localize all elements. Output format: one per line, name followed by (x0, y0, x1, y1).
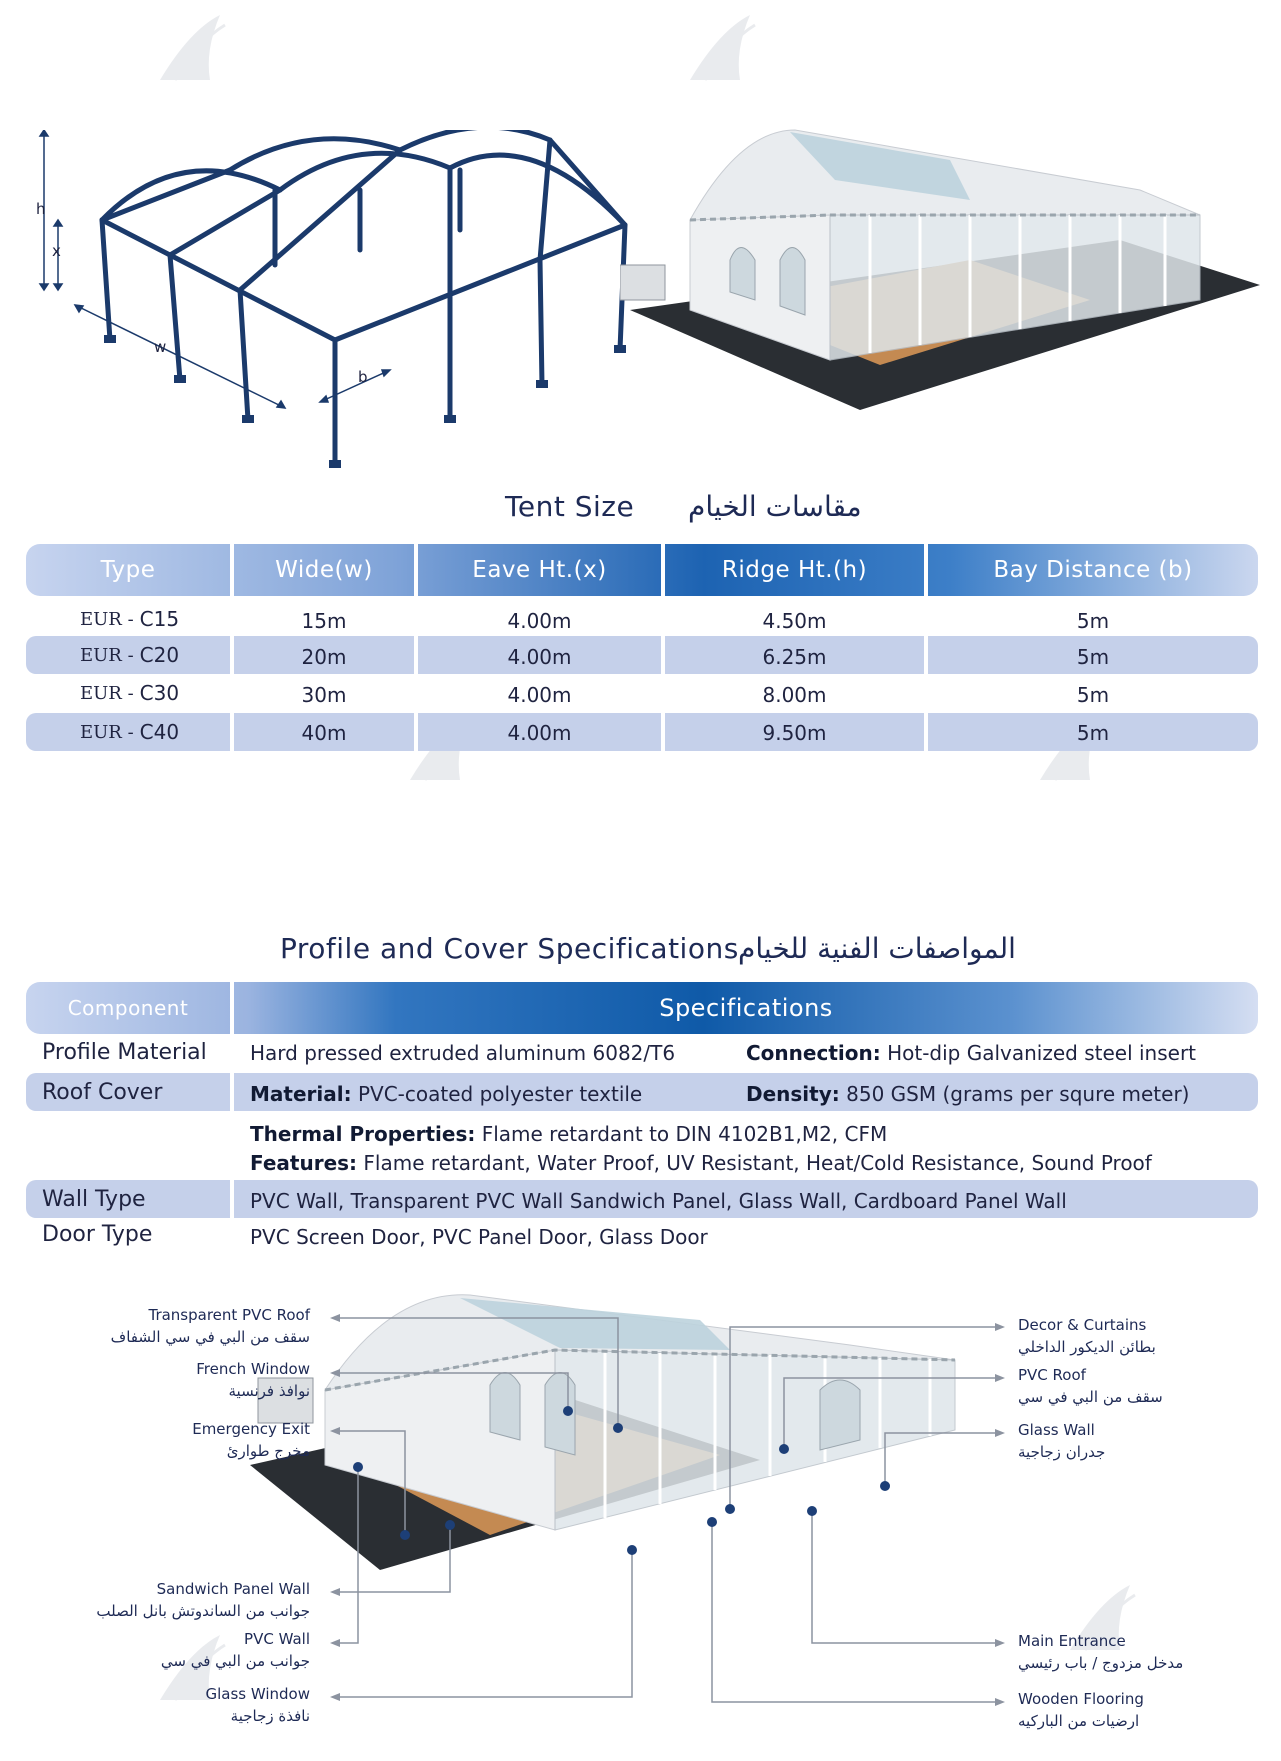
eave-cell: 4.00m (507, 645, 572, 669)
eave-cell: 4.00m (507, 609, 572, 633)
material-label: Material: (250, 1082, 352, 1106)
callout-label: French Window (196, 1360, 310, 1378)
callout-label: Transparent PVC Roof (148, 1306, 310, 1324)
bay-cell: 5m (1076, 683, 1110, 707)
row-separator (230, 1180, 234, 1218)
callout-french-window (196, 1358, 310, 1402)
watermark (150, 10, 280, 120)
eave-cell: 4.00m (507, 721, 572, 745)
callout-glass-wall (1018, 1419, 1105, 1463)
header-bay: Bay Distance (b) (993, 557, 1193, 583)
component-label: Profile Material (42, 1040, 207, 1065)
callout-label: Wooden Flooring (1018, 1690, 1144, 1708)
density-value: 850 GSM (grams per squre meter) (846, 1082, 1190, 1106)
callout-transparent-pvc-roof (111, 1304, 310, 1348)
callout-emergency-exit (192, 1418, 310, 1462)
type-code: C40 (139, 720, 180, 744)
tent-size-title-ar: مقاسات الخيام (688, 490, 862, 523)
wide-cell: 40m (301, 721, 347, 745)
row-separator (230, 1073, 234, 1111)
specs-title: Profile and Cover Specifications (280, 932, 739, 965)
callout-wooden-flooring (1018, 1688, 1144, 1732)
callout-label: Main Entrance (1018, 1632, 1126, 1650)
tent-render-top (620, 120, 1260, 410)
type-prefix: EUR - (80, 644, 134, 666)
tent-size-title: Tent Size (505, 490, 635, 523)
callout-label-ar: مدخل مزدوج / باب رئيسي (1018, 1654, 1184, 1672)
component-label: Door Type (42, 1222, 153, 1247)
callout-label: Sandwich Panel Wall (156, 1580, 310, 1598)
density-label: Density: (746, 1082, 840, 1106)
width-label: w (154, 338, 167, 356)
watermark-logo-icon (680, 10, 810, 120)
watermark (680, 10, 810, 120)
callout-glass-window (205, 1683, 310, 1727)
eave-label: x (52, 242, 61, 260)
height-label: h (36, 200, 46, 218)
type-cell (80, 674, 179, 712)
thermal-label: Thermal Properties: (250, 1122, 476, 1146)
callout-label-ar: ارضيات من الباركيه (1018, 1712, 1140, 1730)
callout-pvc-wall (161, 1628, 310, 1672)
callout-label-ar: سقف من البي في سي (1018, 1388, 1163, 1406)
connection-value: Hot-dip Galvanized steel insert (887, 1041, 1197, 1065)
header-wide: Wide(w) (275, 557, 373, 583)
ridge-cell: 8.00m (762, 683, 827, 707)
callout-label-ar: مخرج طوارئ (226, 1442, 310, 1460)
header-specifications: Specifications (659, 994, 833, 1022)
callout-label-ar: جوانب من البي في سي (160, 1652, 310, 1670)
connection-label: Connection: (746, 1041, 881, 1065)
type-cell (80, 600, 179, 638)
wide-cell: 20m (301, 645, 347, 669)
bay-cell: 5m (1076, 609, 1110, 633)
bay-cell: 5m (1076, 721, 1110, 745)
type-prefix: EUR - (80, 608, 134, 630)
ridge-cell: 4.50m (762, 609, 827, 633)
wall-type-value: PVC Wall, Transparent PVC Wall Sandwich Panel, Glass Wall, Cardboard Panel Wall (250, 1189, 1067, 1213)
callout-label-ar: جوانب من الساندوتش بانل الصلب (96, 1602, 310, 1620)
callout-pvc-roof (1018, 1364, 1163, 1408)
features-value: Flame retardant, Water Proof, UV Resistant, Heat/Cold Resistance, Sound Proof (363, 1151, 1152, 1175)
callout-label: PVC Roof (1018, 1366, 1086, 1384)
callout-label: PVC Wall (244, 1630, 310, 1648)
callout-label-ar: بطائن الديكور الداخلي (1018, 1338, 1156, 1356)
ridge-cell: 9.50m (762, 721, 827, 745)
header-type: Type (100, 557, 156, 583)
component-label: Wall Type (42, 1187, 146, 1212)
type-code: C20 (139, 643, 180, 667)
door-type-value: PVC Screen Door, PVC Panel Door, Glass Door (250, 1225, 708, 1249)
wide-cell: 30m (301, 683, 347, 707)
callout-decor-curtains (1018, 1314, 1156, 1358)
features-label: Features: (250, 1151, 358, 1175)
thermal-value: Flame retardant to DIN 4102B1,M2, CFM (481, 1122, 888, 1146)
bay-cell: 5m (1076, 645, 1110, 669)
type-prefix: EUR - (80, 721, 134, 743)
callout-main-entrance (1018, 1630, 1183, 1674)
ridge-cell: 6.25m (762, 645, 827, 669)
callout-label: Emergency Exit (192, 1420, 310, 1438)
header-ridge: Ridge Ht.(h) (721, 557, 868, 583)
material-value: PVC-coated polyester textile (357, 1082, 643, 1106)
callout-label-ar: نافذة زجاجية (230, 1707, 310, 1725)
annotated-tent-diagram (0, 1290, 1281, 1761)
component-label: Roof Cover (42, 1080, 163, 1105)
specs-title-ar: المواصفات الفنية للخيام (738, 932, 1016, 965)
type-prefix: EUR - (80, 682, 134, 704)
callout-label: Decor & Curtains (1018, 1316, 1147, 1334)
type-cell (80, 713, 179, 751)
callout-label-ar: نوافذ فرنسية (228, 1382, 310, 1400)
callout-label: Glass Wall (1018, 1421, 1095, 1439)
wide-cell: 15m (301, 609, 347, 633)
bay-label: b (358, 368, 368, 386)
callout-label-ar: جدران زجاجية (1018, 1443, 1106, 1461)
header-eave: Eave Ht.(x) (472, 557, 607, 583)
header-component: Component (67, 996, 189, 1020)
watermark-logo-icon (150, 10, 280, 120)
type-cell (80, 636, 179, 674)
callout-sandwich-panel-wall (96, 1578, 310, 1622)
profile-material-value: Hard pressed extruded aluminum 6082/T6 (250, 1041, 676, 1065)
callout-label-ar: سقف من البي في سي الشفاف (110, 1328, 310, 1346)
eave-cell: 4.00m (507, 683, 572, 707)
callout-label: Glass Window (205, 1685, 310, 1703)
type-code: C15 (139, 607, 180, 631)
tent-frame-diagram (30, 130, 650, 470)
type-code: C30 (139, 681, 180, 705)
